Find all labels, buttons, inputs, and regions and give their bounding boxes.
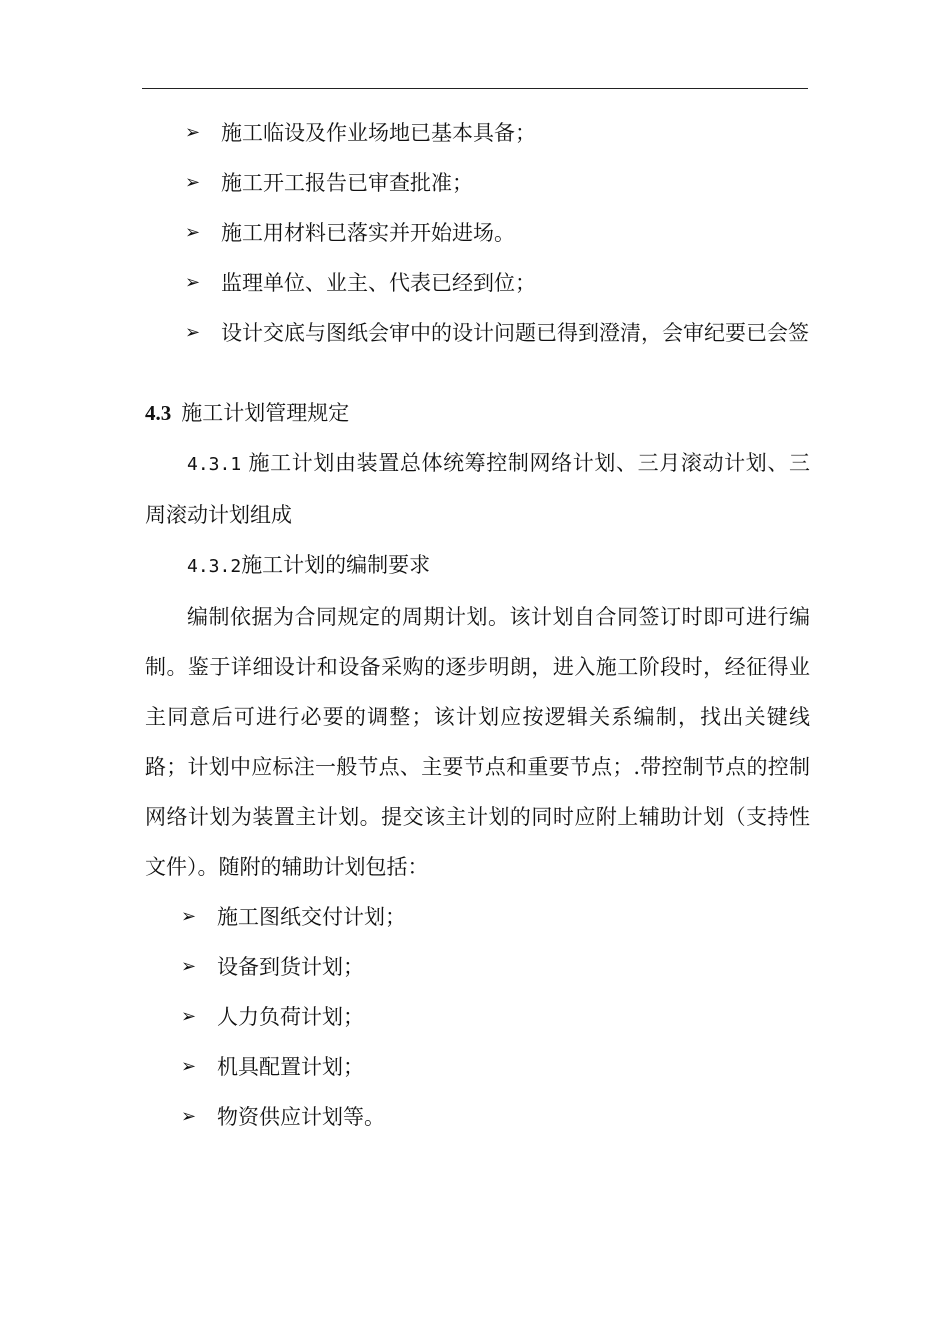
prerequisite-list: [145, 108, 810, 358]
list-item: [145, 258, 810, 308]
clause-text: 施工计划由装置总体统筹控制网络计划、三月滚动计划、三周滚动计划组成: [145, 451, 810, 527]
section-title: 施工计划管理规定: [181, 401, 350, 425]
clause-text: 施工计划的编制要求: [241, 553, 431, 577]
list-item: [145, 208, 810, 258]
body-paragraph: 编制依据为合同规定的周期计划。该计划自合同签订时即可进行编制。鉴于详细设计和设备采购的逐步明朗，进入施工阶段时，经征得业主同意后可进行必要的调整；该计划应按逻辑关系编制，找出关键线路；计划中应标注一般节点、主要节点和重要节点；.带控制节点的控制网络计划为装置主计划。提交该主计划的同时应附上辅助计划（支持性文件）。随附的辅助计划包括：: [145, 605, 810, 879]
list-item-text: 施工用材料已落实并开始进场。: [221, 221, 515, 245]
auxiliary-plan-list: [145, 892, 810, 1142]
list-item: [145, 1092, 810, 1142]
list-item: [145, 158, 810, 208]
arrow-bullet-icon: ➢: [181, 1006, 197, 1027]
list-item: [145, 992, 810, 1042]
page-content: [145, 108, 810, 1142]
list-item-text: 物资供应计划等。: [217, 1105, 385, 1129]
section-heading: [145, 388, 810, 438]
arrow-bullet-icon: ➢: [185, 222, 201, 243]
arrow-bullet-icon: ➢: [181, 906, 197, 927]
arrow-bullet-icon: ➢: [181, 1056, 197, 1077]
list-item-text: 设备到货计划；: [217, 955, 364, 979]
paragraph-4-3-1: [145, 438, 810, 540]
list-item-text: 人力负荷计划；: [217, 1005, 364, 1029]
section-number: 4.3: [145, 401, 172, 425]
list-item: [145, 942, 810, 992]
arrow-bullet-icon: ➢: [185, 172, 201, 193]
clause-number: 4.3.2: [187, 556, 242, 577]
list-item-text: 施工临设及作业场地已基本具备；: [221, 121, 536, 145]
list-item: [145, 892, 810, 942]
arrow-bullet-icon: ➢: [185, 322, 201, 343]
list-item: [145, 108, 810, 158]
arrow-bullet-icon: ➢: [185, 122, 201, 143]
list-item-text: 施工开工报告已审查批准；: [221, 171, 473, 195]
list-item: [145, 308, 810, 358]
list-item-text: 监理单位、业主、代表已经到位；: [221, 271, 536, 295]
clause-number: 4.3.1: [187, 454, 242, 475]
list-item-text: 施工图纸交付计划；: [217, 905, 406, 929]
list-item: [145, 1042, 810, 1092]
arrow-bullet-icon: ➢: [181, 956, 197, 977]
header-rule: [142, 88, 808, 89]
list-item-text: 设计交底与图纸会审中的设计问题已得到澄清，会审纪要已会签: [221, 321, 809, 345]
arrow-bullet-icon: ➢: [181, 1106, 197, 1127]
arrow-bullet-icon: ➢: [185, 272, 201, 293]
paragraph-4-3-2: [145, 540, 810, 592]
list-item-text: 机具配置计划；: [217, 1055, 364, 1079]
